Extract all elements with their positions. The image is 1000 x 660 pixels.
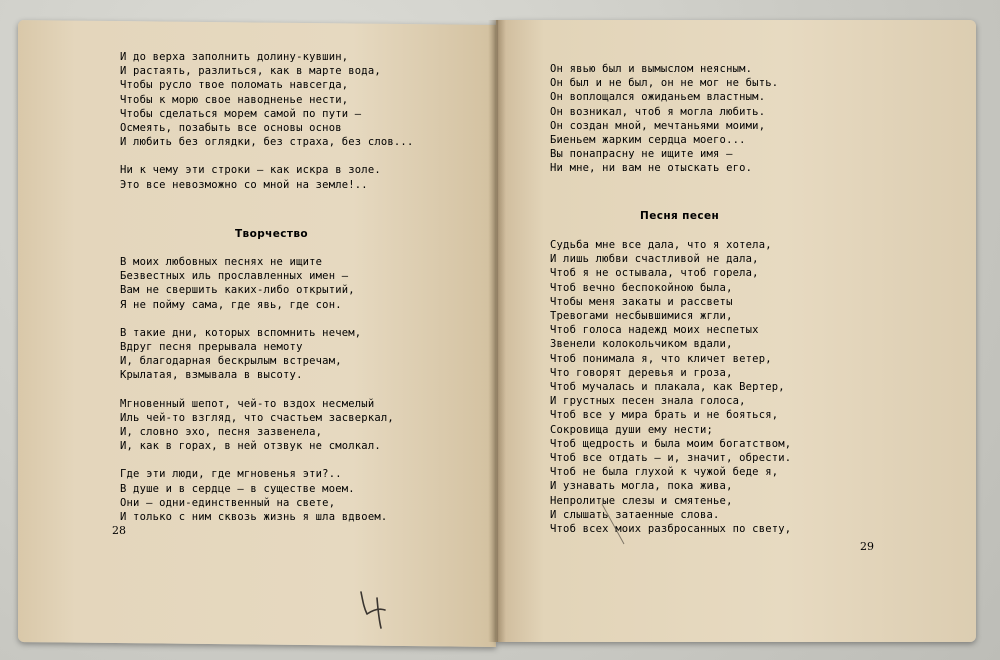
- left-page-verse-top: [120, 50, 413, 206]
- stanza: [550, 238, 791, 536]
- verse-line: Чтобы русло твое поломать навсегда,: [120, 79, 349, 92]
- verse-line: Вам не свершить каких-либо открытий,: [120, 284, 355, 297]
- verse-line: Чтоб щедрость и была моим богатством,: [550, 437, 792, 450]
- verse-line: Где эти люди, где мгновенья эти?..: [120, 468, 342, 481]
- verse-line: Безвестных иль прославленных имен —: [120, 270, 349, 283]
- verse-line: Чтоб голоса надежд моих неспетых: [550, 324, 759, 337]
- verse-line: Он воплощался ожиданьем властным.: [550, 91, 766, 104]
- stanza: [120, 326, 394, 383]
- verse-line: Звенели колокольчиком вдали,: [550, 338, 733, 351]
- verse-line: Это все невозможно со мной на земле!..: [120, 178, 368, 191]
- verse-line: Ни к чему эти строки — как искра в золе.: [120, 164, 381, 177]
- verse-line: Чтоб все у мира брать и не бояться,: [550, 409, 779, 422]
- stanza: [120, 163, 413, 191]
- page-number-right: 29: [860, 540, 874, 553]
- verse-line: Чтобы сделаться морем самой по пути —: [120, 107, 362, 120]
- stanza: [550, 62, 778, 176]
- verse-line: Осмеять, позабыть все основы основ: [120, 122, 342, 135]
- verse-line: Чтобы меня закаты и рассветы: [550, 295, 733, 308]
- verse-line: И, словно эхо, песня зазвенела,: [120, 426, 323, 439]
- verse-line: Чтобы к морю свое наводненье нести,: [120, 93, 349, 106]
- pencil-stroke-mark: [600, 500, 630, 550]
- verse-line: Вдруг песня прерывала немоту: [120, 341, 303, 354]
- stanza: [120, 255, 394, 312]
- poem-title-tvorchestvo: Творчество: [235, 228, 309, 240]
- stanza: [120, 467, 394, 524]
- verse-line: Чтоб всех моих разбросанных по свету,: [550, 523, 792, 536]
- verse-line: Он возникал, чтоб я могла любить.: [550, 105, 766, 118]
- verse-line: Я не пойму сама, где явь, где сон.: [120, 298, 342, 311]
- verse-line: Чтоб вечно беспокойною была,: [550, 281, 733, 294]
- verse-line: Тревогами несбывшимися жгли,: [550, 310, 733, 323]
- verse-line: В моих любовных песнях не ищите: [120, 256, 323, 268]
- page-number-left: 28: [112, 524, 126, 537]
- verse-line: Он был и не был, он не мог не быть.: [550, 77, 779, 90]
- pencil-scribble: [355, 588, 395, 630]
- poem-title-pesnya-pesen: Песня песен: [640, 210, 720, 222]
- verse-line: Чтоб я не остывала, чтоб горела,: [550, 267, 759, 280]
- verse-line: Он явью был и вымыслом неясным.: [550, 63, 753, 75]
- right-page-poem-body: [550, 238, 791, 550]
- verse-line: Он создан мной, мечтаньями моими,: [550, 119, 766, 132]
- right-page-verse-top: [550, 62, 778, 190]
- left-page-poem-body: [120, 255, 394, 538]
- verse-line: Вы понапрасну не ищите имя —: [550, 148, 733, 161]
- verse-line: Биеньем жарким сердца моего...: [550, 134, 746, 147]
- verse-line: И грустных песен знала голоса,: [550, 395, 746, 408]
- verse-line: Чтоб понимала я, что кличет ветер,: [550, 352, 772, 365]
- verse-line: Чтоб мучалась и плакала, как Вертер,: [550, 381, 785, 394]
- verse-line: Иль чей-то взгляд, что счастьем засверкал,: [120, 411, 394, 424]
- verse-line: Крылатая, взмывала в высоту.: [120, 369, 303, 382]
- verse-line: И любить без оглядки, без страха, без слов...: [120, 136, 414, 149]
- verse-line: Чтоб все отдать — и, значит, обрести.: [550, 452, 792, 465]
- verse-line: И узнавать могла, пока жива,: [550, 480, 733, 493]
- stanza: [120, 397, 394, 454]
- verse-line: И только с ним сквозь жизнь я шла вдвоем.: [120, 511, 388, 524]
- verse-line: И растаять, разлиться, как в марте вода,: [120, 65, 381, 78]
- stanza: [120, 50, 413, 149]
- verse-line: Что говорят деревья и гроза,: [550, 366, 733, 379]
- verse-line: Судьба мне все дала, что я хотела,: [550, 239, 772, 251]
- verse-line: И до верха заполнить долину-кувшин,: [120, 51, 349, 63]
- verse-line: В душе и в сердце — в существе моем.: [120, 482, 355, 495]
- verse-line: И слышать затаенные слова.: [550, 508, 720, 521]
- verse-line: В такие дни, которых вспомнить нечем,: [120, 326, 362, 339]
- verse-line: Мгновенный шепот, чей-то вздох несмелый: [120, 397, 375, 410]
- verse-line: Сокровища души ему нести;: [550, 423, 714, 436]
- verse-line: Чтоб не была глухой к чужой беде я,: [550, 466, 779, 479]
- verse-line: Непролитые слезы и смятенье,: [550, 494, 733, 507]
- verse-line: И, благодарная бескрылым встречам,: [120, 355, 342, 368]
- verse-line: И лишь любви счастливой не дала,: [550, 253, 759, 266]
- verse-line: И, как в горах, в ней отзвук не смолкал.: [120, 440, 381, 453]
- verse-line: Ни мне, ни вам не отыскать его.: [550, 162, 753, 175]
- verse-line: Они — одни-единственный на свете,: [120, 496, 336, 509]
